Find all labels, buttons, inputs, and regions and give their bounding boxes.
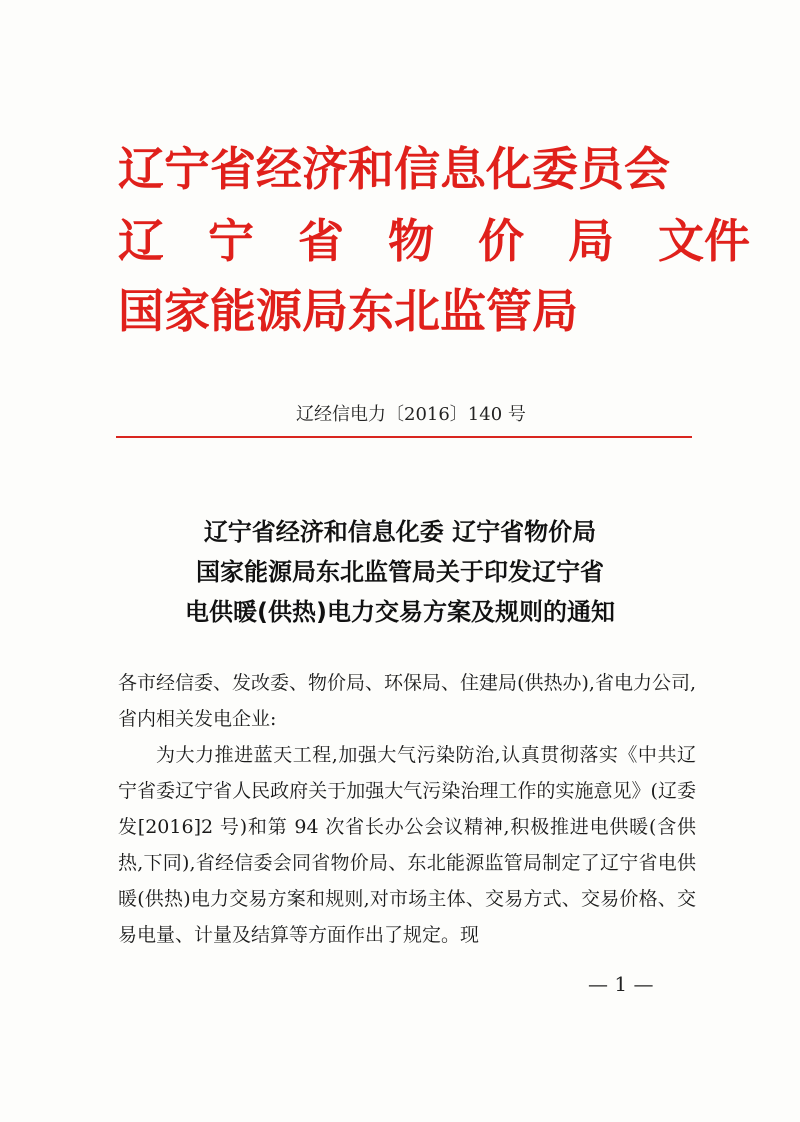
title-line-1: 辽宁省经济和信息化委 辽宁省物价局	[203, 518, 597, 546]
issuer-line-1: 辽宁省经济和信息化委员会	[118, 142, 670, 196]
issuer-line-2-name: 辽宁省物价局	[118, 214, 658, 268]
issuer-line-2	[118, 214, 750, 268]
salutation: 各市经信委、发改委、物价局、环保局、住建局(供热办),省电力公司,省内相关发电企业:	[118, 672, 696, 730]
issuer-line-3: 国家能源局东北监管局	[118, 284, 578, 338]
document-title	[0, 512, 800, 632]
document-number: 辽经信电力〔2016〕140 号	[296, 404, 526, 425]
document-label: 文件	[658, 214, 750, 268]
document-body	[118, 665, 696, 953]
body-paragraph: 为大力推进蓝天工程,加强大气污染防治,认真贯彻落实《中共辽宁省委辽宁省人民政府关于加强大气污染治理工作的实施意见》(辽委发[2016]2 号)和第 94 次省长办公会议精神,积极推进电供暖(含供热,下同),省经信委会同省物价局、东北能源监管局制定了辽宁省电供暖(供热)电力交易方案和规则,对市场主体、交易方式、交易价格、交易电量、计量及结算等方面作出了规定。现	[118, 744, 696, 946]
title-line-2: 国家能源局东北监管局关于印发辽宁省	[196, 558, 604, 586]
red-divider-line	[116, 436, 692, 438]
title-line-3: 电供暖(供热)电力交易方案及规则的通知	[185, 598, 615, 626]
page-number: — 1 —	[588, 972, 654, 996]
